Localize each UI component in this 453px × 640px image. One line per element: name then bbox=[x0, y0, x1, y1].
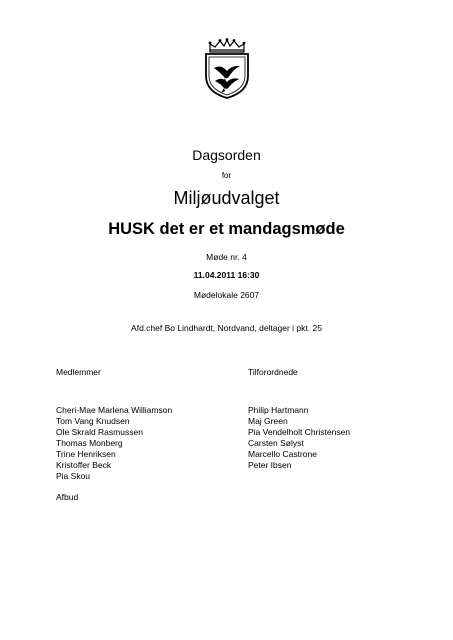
member-name: Pia Skou bbox=[56, 471, 91, 481]
substitutes-list bbox=[248, 405, 350, 471]
crest-icon bbox=[203, 38, 251, 100]
member-name: Ole Skrald Rasmussen bbox=[56, 427, 143, 437]
document-title: Dagsorden bbox=[192, 147, 261, 163]
substitute-name: Marcello Castrone bbox=[248, 449, 317, 459]
member-name: Cheri-Mae Marlena Williamson bbox=[56, 405, 173, 415]
substitute-name: Peter Ibsen bbox=[248, 460, 292, 470]
member-name: Thomas Monberg bbox=[56, 438, 123, 448]
substitute-name: Carsten Sølyst bbox=[248, 438, 304, 448]
meeting-datetime: 11.04.2011 16:30 bbox=[193, 270, 260, 280]
absent-heading: Afbud bbox=[56, 492, 79, 502]
committee-name: Miljøudvalget bbox=[173, 188, 280, 208]
substitutes-heading: Tilforordnede bbox=[248, 367, 298, 377]
substitute-name: Pia Vendelholt Christensen bbox=[248, 427, 351, 437]
meeting-reminder: HUSK det er et mandagsmøde bbox=[108, 220, 345, 238]
for-label: for bbox=[221, 171, 232, 180]
members-list bbox=[56, 405, 172, 482]
substitute-name: Maj Green bbox=[248, 416, 288, 426]
substitute-name: Philip Hartmann bbox=[248, 405, 309, 415]
member-name: Kristoffer Beck bbox=[56, 460, 112, 470]
meeting-room: Mødelokale 2607 bbox=[193, 290, 260, 300]
member-name: Trine Henriksen bbox=[56, 449, 116, 459]
members-heading: Medlemmer bbox=[56, 367, 101, 377]
meeting-number: Møde nr. 4 bbox=[206, 252, 247, 262]
member-name: Tom Vang Knudsen bbox=[56, 416, 130, 426]
attendee-note: Afd.chef Bo Lindhardt, Nordvand, deltager i pkt. 25 bbox=[131, 323, 322, 333]
